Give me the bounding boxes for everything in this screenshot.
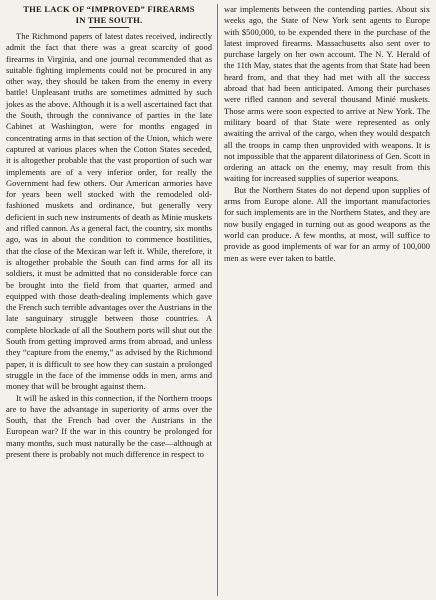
article-headline	[6, 4, 212, 25]
paragraph-1: The Richmond papers of latest dates received, indirectly admit the fact that there was a great scarcity of good firearms in Virginia, and one journal recommended that as suitable fighting implements could not be procured in any other way, they should be taken from the enemy in every battle! Unpleasant truths are sometimes admitted by such jokes as the above. Although it is a well ascertained fact that the South, through the connivance of parties in the late Cabinet at Washington, were for months engaged in concentrating arms in that section of the Union, which were captured at various places when the Cotton States seceded, it is altogether probable that the vast proportion of such war implements are of a very inferior order, for really the Government had few others. Our American armories have for years been well stocked with the remodeled old-fashioned muskets and ordinance, but generally very deficient in such new instruments of death as Minie muskets and rifled cannon. As a general fact, the country, six months ago, was in about the condition to commence hostilities, that the close of the Mexican war left it. While, therefore, it is altogether probable the South can find arms for all its soldiers, it must be admitted that no considerable force can be brought into the field from that quarter, armed and equipped with those death-dealing implements which gave the French such terrible advantages over the Austrians in the late sanguinary struggle between those countries. A complete blockade of all the Southern ports will shut out the South from getting improved arms from abroad, and unless they “capture from the enemy,” as advised by the Richmond paper, it is difficult to see how they can sustain a prolonged struggle in the face of the immense odds in men, arms and money that will be brought against them.	[6, 31, 212, 392]
paragraph-2: It will be asked in this connection, if the Northern troops are to have the advantage in superiority of arms over the South, that the French had over the Austrians in the European war? If the war in this country be prolonged for many months, such must naturally be the case—although at present there is probably not much difference in respect to	[6, 392, 212, 459]
left-column	[6, 4, 212, 460]
headline-line-2: IN THE SOUTH.	[75, 14, 143, 25]
headline-line-1: THE LACK OF “IMPROVED” FIREARMS	[23, 4, 195, 14]
column-divider	[217, 4, 218, 596]
paragraph-3: But the Northern States do not depend upon supplies of arms from Europe alone. All the important manufactories for such implements are in the Northern States, and they are now busily engaged in turning out as good weapons as the world can produce. A few months, at most, will suffice to provide as good implements of war for an army of 100,000 men as were ever taken to battle.	[224, 184, 430, 263]
paragraph-2-continued: war implements between the contending parties. About six weeks ago, the State of New York sent agents to Europe with $500,000, to be expended there in the purchase of the latest improved firearms. Massachusetts also sent over to purchase largely on her own account. The N. Y. Herald of the 11th May, states that the agents from that State had been heard from, and that they had met with all the success abroad that had been anticipated. Among their purchases were rifled cannon and several thousand Minié muskets. Those arms were soon expected to arrive at New York. The military board of that State were represented as only awaiting the arrival of the cargo, when they would despatch all the troops in camp then unprovided with weapons. It is not impossible that the apparent dilatoriness of Gen. Scott in ordering an attack on the enemy, may result from this waiting for increased supplies of superior weapons.	[224, 4, 430, 184]
headline-divider	[89, 27, 129, 28]
right-column	[224, 4, 430, 264]
